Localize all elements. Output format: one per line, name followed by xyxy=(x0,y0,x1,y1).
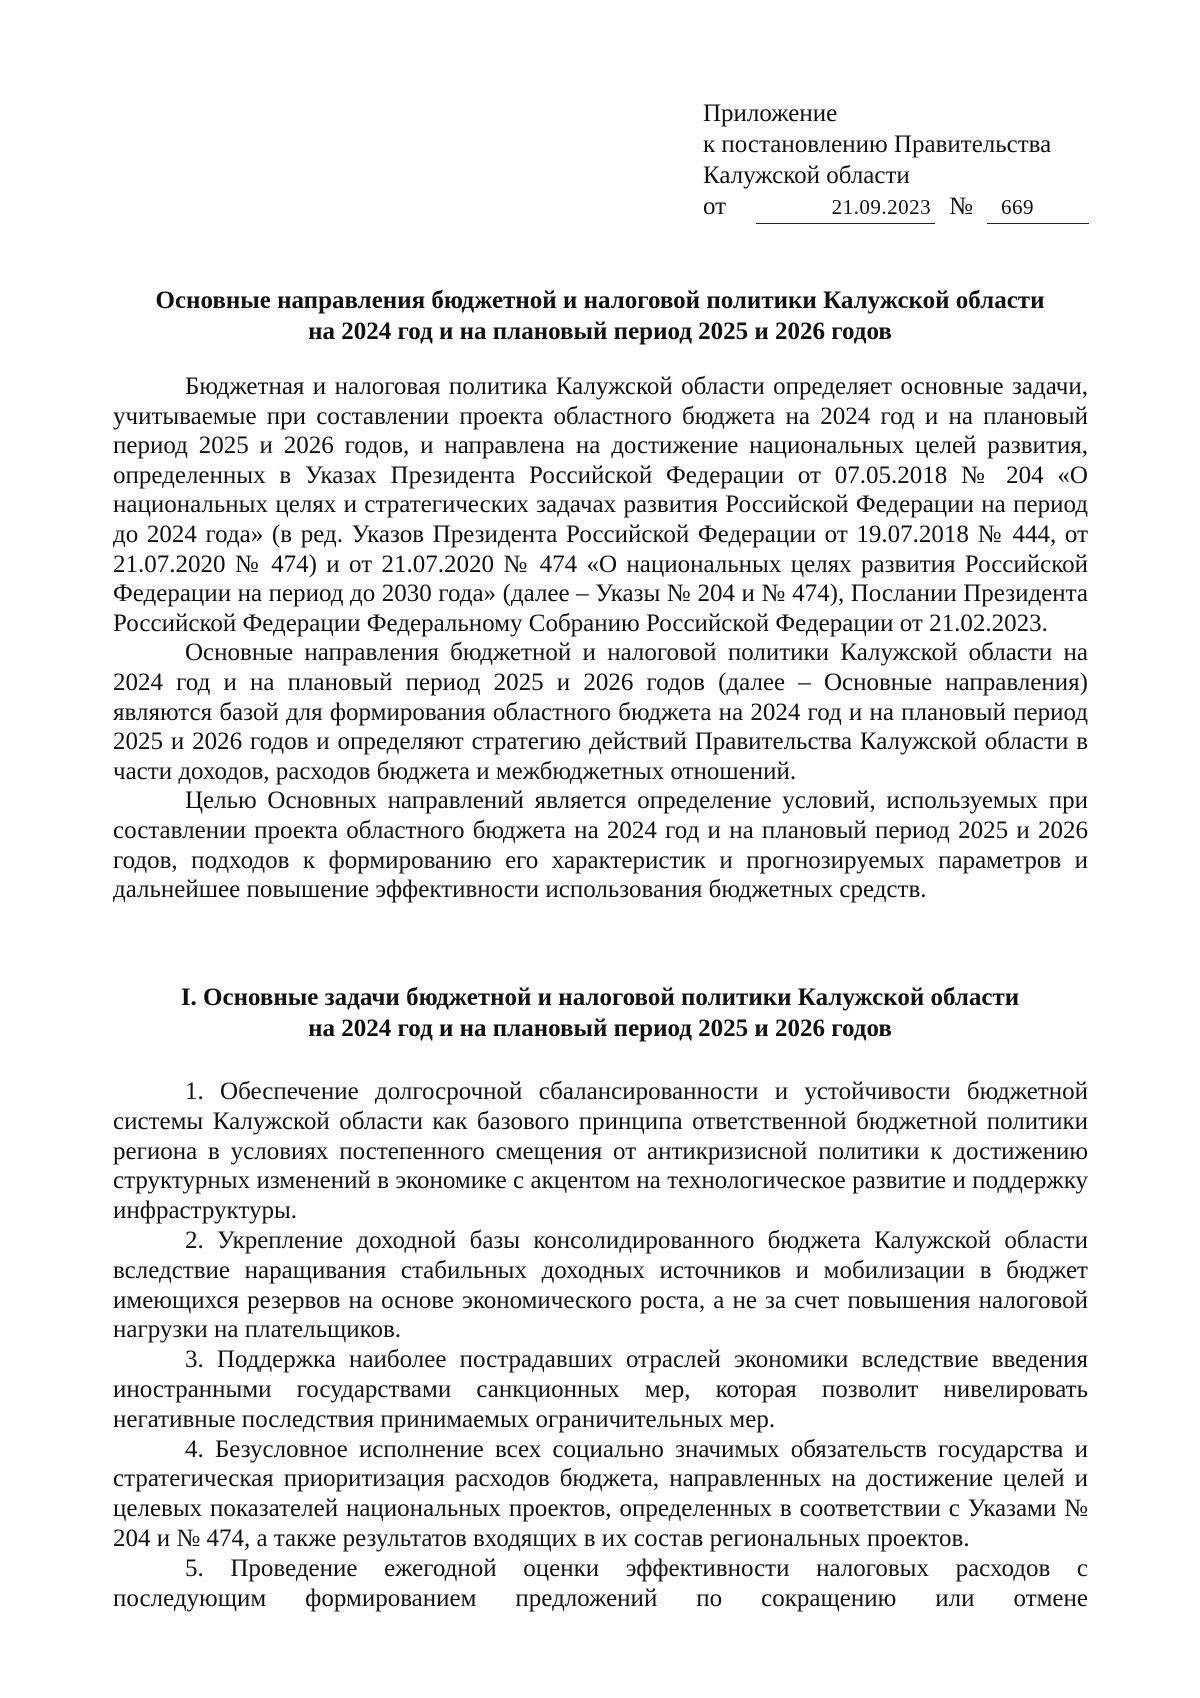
approval-line-3: Калужской области xyxy=(703,162,910,189)
intro-paragraph: Целью Основных направлений является определение условий, используемых при составлении проекта областного бюджета на 2024 год и на плановый период 2025 и 2026 годов, подходов к формированию его характеристик и прогнозируемых параметров и дальнейшее повышение эффективности использования бюджетных средств. xyxy=(113,787,1088,904)
section-1-heading-line-1: I. Основные задачи бюджетной и налоговой политики Калужской области xyxy=(180,984,1020,1011)
approval-stamp xyxy=(703,98,1089,224)
approval-number: 669 xyxy=(987,192,1089,224)
intro-text xyxy=(113,372,1088,905)
approval-line-2: к постановлению Правительства xyxy=(703,131,1052,158)
intro-paragraph: Основные направления бюджетной и налоговой политики Калужской области на 2024 год и на плановый период 2025 и 2026 годов (далее – Основные направления) являются базой для формирования областного бюджета на 2024 год и на плановый период 2025 и 2026 годов и определяют стратегию действий Правительства Калужской области в части доходов, расходов бюджета и межбюджетных отношений. xyxy=(113,639,1088,785)
document-title-line-2: на 2024 год и на плановый период 2025 и 2026 годов xyxy=(308,318,892,345)
section-1-item: 3. Поддержка наиболее пострадавших отраслей экономики вследствие введения иностранными государствами санкционных мер, которая позволит нивелировать негативные последствия принимаемых ограничительных мер. xyxy=(113,1346,1088,1433)
section-1-item: 4. Безусловное исполнение всех социально значимых обязательств государства и стратегическая приоритизация расходов бюджета, направленных на достижение целей и целевых показателей национальных проектов, определенных в соответствии с Указами № 204 и № 474, а также результатов входящих в их состав региональных проектов. xyxy=(113,1435,1088,1552)
section-1-item: 2. Укрепление доходной базы консолидированного бюджета Калужской области вследствие наращивания стабильных доходных источников и мобилизации в бюджет имеющихся резервов на основе экономического роста, а не за счет повышения налоговой нагрузки на плательщиков. xyxy=(113,1226,1088,1344)
section-1-item: 1. Обеспечение долгосрочной сбалансированности и устойчивости бюджетной системы Калужской области как базового принципа ответственной бюджетной политики региона в условиях постепенного смещения от антикризисной политики к достижению структурных изменений в экономике с акцентом на технологическое развитие и поддержку инфраструктуры. xyxy=(113,1078,1088,1225)
section-1-heading-line-2: на 2024 год и на плановый период 2025 и 2026 годов xyxy=(308,1015,892,1042)
section-1-items xyxy=(113,1077,1088,1613)
document-title-line-1: Основные направления бюджетной и налоговой политики Калужской области xyxy=(155,287,1045,314)
approval-line-1: Приложение xyxy=(703,100,838,127)
section-1-item: 5. Проведение ежегодной оценки эффективности налоговых расходов с последующим формированием предложений по сокращению или отмене xyxy=(113,1554,1088,1612)
date-prefix: от xyxy=(703,193,727,220)
approval-date-line xyxy=(703,191,1089,224)
document-title xyxy=(110,285,1090,347)
intro-paragraph: Бюджетная и налоговая политика Калужской области определяет основные задачи, учитываемые при составлении проекта областного бюджета на 2024 год и на плановый период 2025 и 2026 годов, и направлена на достижение национальных целей развития, определенных в Указах Президента Российской Федерации от 07.05.2018 № 204 «О национальных целях и стратегических задачах развития Российской Федерации на период до 2024 года» (в ред. Указов Президента Российской Федерации от 19.07.2018 № 444, от 21.07.2020 № 474) и от 21.07.2020 № 474 «О национальных целях развития Российской Федерации на период до 2030 года» (далее – Указы № 204 и № 474), Послании Президента Российской Федерации Федеральному Собранию Российской Федерации от 21.02.2023. xyxy=(113,373,1088,637)
section-1-heading xyxy=(110,982,1090,1044)
approval-date: 21.09.2023 xyxy=(756,192,935,224)
number-sign: № xyxy=(949,193,973,220)
